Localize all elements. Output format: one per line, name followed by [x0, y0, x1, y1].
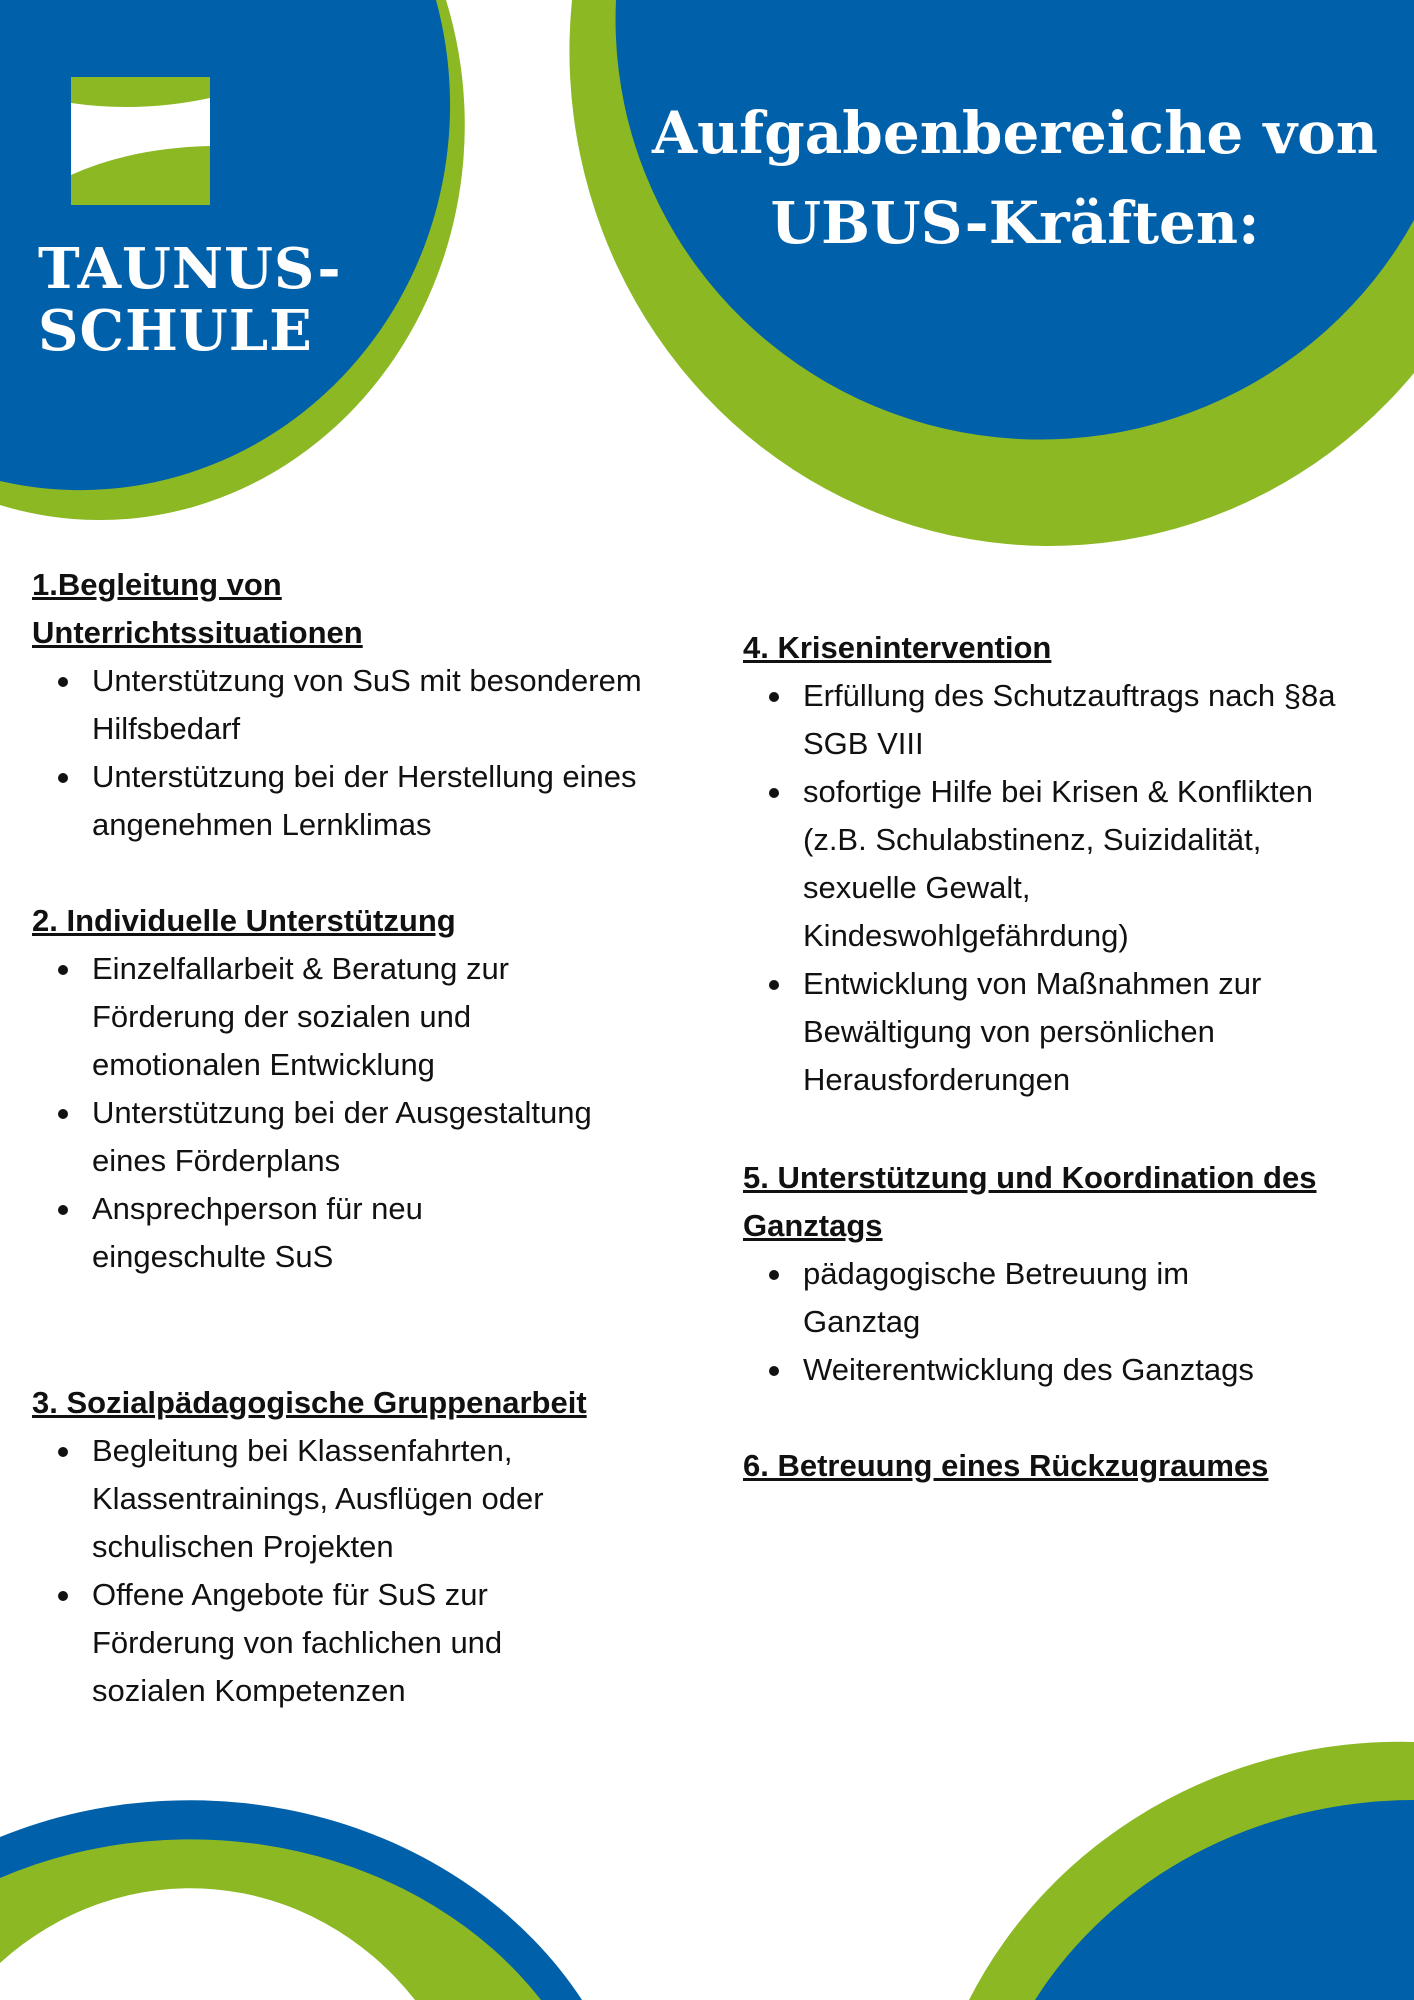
section-6 — [743, 1442, 1393, 1490]
list-item: Entwicklung von Maßnahmen zur Bewältigung von persönlichen Herausforderungen — [803, 960, 1363, 1104]
page-title — [640, 88, 1390, 268]
list-item: sofortige Hilfe bei Krisen & Konflikten (z.B. Schulabstinenz, Suizidalität, sexuelle Gewalt, Kindeswohlgefährdung) — [803, 768, 1333, 960]
section-1 — [32, 561, 692, 849]
section-5 — [743, 1154, 1393, 1394]
list-item: Unterstützung bei der Herstellung eines angenehmen Lernklimas — [92, 753, 677, 849]
list-item: Einzelfallarbeit & Beratung zur Förderung der sozialen und emotionalen Entwicklung — [92, 945, 612, 1089]
section-heading: 3. Sozialpädagogische Gruppenarbeit — [32, 1385, 587, 1420]
title-line2: UBUS-Kräften: — [770, 189, 1260, 257]
school-name — [38, 238, 342, 362]
list-item: Unterstützung von SuS mit besonderem Hilfsbedarf — [92, 657, 677, 753]
list-item: Weiterentwicklung des Ganztags — [803, 1346, 1388, 1394]
school-name-line2: SCHULE — [38, 298, 313, 364]
list-item: Unterstützung bei der Ausgestaltung eines Förderplans — [92, 1089, 652, 1185]
section-heading: 6. Betreuung eines Rückzugraumes — [743, 1448, 1269, 1483]
list-item: Begleitung bei Klassenfahrten, Klassentrainings, Ausflügen oder schulischen Projekten — [92, 1427, 652, 1571]
list-item: Erfüllung des Schutzauftrags nach §8a SGB VIII — [803, 672, 1388, 768]
section-heading: 1.Begleitung von Unterrichtssituationen — [32, 567, 363, 650]
section-heading: 2. Individuelle Unterstützung — [32, 903, 456, 938]
section-4 — [743, 624, 1393, 1104]
list-item: pädagogische Betreuung im Ganztag — [803, 1250, 1303, 1346]
school-logo-icon — [71, 77, 210, 205]
section-heading: 5. Unterstützung und Koordination des Ganztags — [743, 1160, 1317, 1243]
title-line1: Aufgabenbereiche von — [652, 99, 1378, 167]
list-item: Offene Angebote für SuS zur Förderung von fachlichen und sozialen Kompetenzen — [92, 1571, 612, 1715]
school-name-line1: TAUNUS- — [38, 236, 342, 302]
list-item: Ansprechperson für neu eingeschulte SuS — [92, 1185, 512, 1281]
section-heading: 4. Krisenintervention — [743, 630, 1052, 665]
section-3 — [32, 1379, 692, 1715]
section-2 — [32, 897, 692, 1281]
